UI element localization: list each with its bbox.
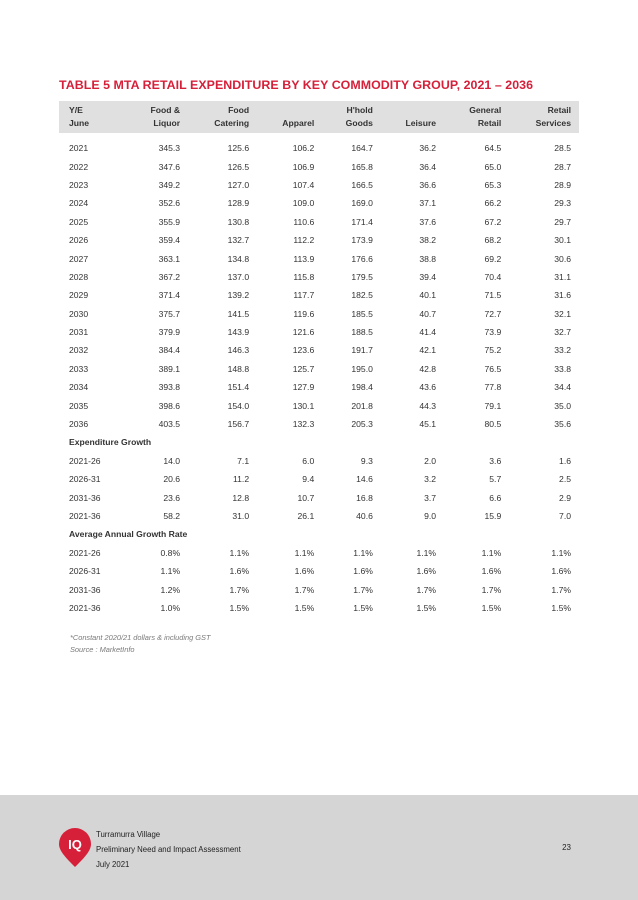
- table-cell: 141.5: [227, 308, 250, 319]
- table-cell: 107.4: [292, 179, 315, 190]
- section-heading-row: [59, 433, 579, 451]
- table-cell: 1.6: [559, 455, 571, 466]
- table-header-row: [59, 101, 579, 133]
- table-row: [59, 599, 579, 617]
- table-cell: 191.7: [351, 345, 373, 356]
- row-label: 2026: [69, 235, 89, 246]
- table-row: [59, 286, 579, 304]
- table-cell: 1.7%: [294, 584, 315, 595]
- table-cell: 166.5: [351, 179, 373, 190]
- table-cell: 123.6: [292, 345, 315, 356]
- table-cell: 39.4: [419, 271, 437, 282]
- table-cell: 359.4: [158, 235, 181, 246]
- column-header: [188, 101, 257, 133]
- section-heading: Expenditure Growth: [69, 437, 152, 448]
- table-cell: 75.2: [484, 345, 502, 356]
- column-header-line2: Apparel: [282, 118, 315, 128]
- table-cell: 198.4: [351, 382, 373, 393]
- table-cell: 127.0: [227, 179, 250, 190]
- table-notes: [70, 632, 211, 656]
- column-header-line2: June: [69, 118, 90, 128]
- table-cell: 130.1: [292, 400, 315, 411]
- column-header-line1: Food: [228, 105, 250, 115]
- table-cell: 79.1: [484, 400, 502, 411]
- table-row: [59, 249, 579, 267]
- row-label: 2021: [69, 143, 89, 154]
- table-row: [59, 176, 579, 194]
- table-cell: 1.5%: [353, 602, 373, 613]
- row-label: 2028: [69, 271, 89, 282]
- table-cell: 36.4: [419, 161, 437, 172]
- table-cell: 195.0: [351, 363, 373, 374]
- table-cell: 384.4: [158, 345, 181, 356]
- column-header-line2: Services: [535, 118, 571, 128]
- table-cell: 132.7: [227, 235, 250, 246]
- table-cell: 70.4: [484, 271, 502, 282]
- table-cell: 1.7%: [481, 584, 502, 595]
- table-cell: 1.5%: [481, 602, 502, 613]
- table-cell: 76.5: [484, 363, 502, 374]
- table-cell: 139.2: [227, 290, 250, 301]
- table-row: [59, 488, 579, 506]
- table-cell: 38.2: [419, 235, 437, 246]
- row-label: 2035: [69, 400, 89, 411]
- table-cell: 20.6: [163, 474, 181, 485]
- row-label: 2031-36: [69, 492, 101, 503]
- table-cell: 1.6%: [353, 566, 373, 577]
- table-cell: 35.0: [554, 400, 571, 411]
- table-cell: 9.0: [424, 511, 437, 521]
- table-cell: 137.0: [227, 271, 250, 282]
- column-header-line1: Retail: [547, 105, 571, 115]
- table-cell: 32.7: [554, 327, 571, 338]
- table-cell: 44.3: [419, 400, 437, 411]
- table-cell: 154.0: [227, 400, 250, 411]
- table-cell: 37.1: [419, 198, 437, 209]
- table-cell: 143.9: [227, 327, 250, 338]
- table-cell: 117.7: [293, 290, 315, 301]
- table-cell: 146.3: [227, 345, 250, 356]
- table-cell: 185.5: [351, 308, 373, 319]
- table-cell: 1.1%: [353, 547, 373, 558]
- table-cell: 173.9: [351, 235, 373, 246]
- table-cell: 65.3: [484, 179, 502, 190]
- table-cell: 126.5: [227, 161, 250, 172]
- table-cell: 1.1%: [229, 547, 250, 558]
- table-row: [59, 562, 579, 580]
- table-cell: 80.5: [484, 419, 502, 430]
- table-row: [59, 231, 579, 249]
- table-row: [59, 194, 579, 212]
- table-cell: 67.2: [484, 216, 502, 227]
- column-header-line2: Catering: [214, 118, 250, 128]
- table-row: [59, 507, 579, 525]
- table-cell: 164.7: [351, 143, 373, 154]
- table-cell: 125.7: [292, 363, 315, 374]
- table-cell: 7.1: [237, 455, 250, 466]
- column-header-line1: H'hold: [346, 105, 373, 115]
- table-cell: 1.1%: [481, 547, 502, 558]
- table-cell: 64.5: [484, 143, 502, 154]
- row-label: 2030: [69, 308, 89, 319]
- row-label: 2031: [69, 327, 89, 338]
- table-cell: 125.6: [227, 143, 250, 154]
- expenditure-table: [59, 101, 579, 617]
- column-header: [59, 101, 126, 133]
- table-cell: 349.2: [158, 179, 181, 190]
- table-cell: 379.9: [158, 327, 181, 338]
- table-cell: 6.0: [302, 455, 315, 466]
- note-constant-dollars: *Constant 2020/21 dollars & including GST: [70, 633, 211, 642]
- table-cell: 29.3: [554, 198, 571, 209]
- footer-project-name: Turramurra Village: [96, 830, 161, 839]
- row-label: 2022: [69, 161, 89, 172]
- column-header-line1: Y/E: [69, 105, 83, 115]
- row-label: 2033: [69, 363, 89, 374]
- table-row: [59, 139, 579, 157]
- row-label: 2029: [69, 290, 89, 301]
- table-cell: 1.6%: [229, 566, 250, 577]
- table-cell: 30.1: [554, 235, 571, 246]
- table-cell: 42.8: [419, 363, 437, 374]
- table-cell: 156.7: [227, 419, 250, 430]
- table-cell: 127.9: [292, 382, 315, 393]
- table-cell: 31.0: [232, 511, 250, 521]
- table-cell: 119.6: [293, 308, 315, 319]
- table-cell: 112.2: [293, 235, 315, 246]
- table-row: [59, 268, 579, 286]
- iq-logo-icon: [58, 828, 92, 868]
- table-cell: 2.9: [559, 492, 571, 503]
- column-header: [381, 101, 444, 133]
- table-row: [59, 396, 579, 414]
- table-cell: 134.8: [227, 253, 250, 264]
- table-cell: 130.8: [227, 216, 250, 227]
- table-cell: 40.1: [419, 290, 437, 301]
- table-cell: 188.5: [351, 327, 373, 338]
- row-label: 2031-36: [69, 584, 101, 595]
- row-label: 2036: [69, 419, 89, 430]
- table-cell: 16.8: [356, 492, 373, 503]
- page-number: 23: [562, 843, 571, 852]
- table-cell: 1.1%: [160, 566, 181, 577]
- table-cell: 58.2: [163, 511, 181, 521]
- table-cell: 73.9: [484, 327, 502, 338]
- column-header: [509, 101, 579, 133]
- table-cell: 182.5: [351, 290, 373, 301]
- column-header: [257, 101, 322, 133]
- table-cell: 1.6%: [416, 566, 437, 577]
- table-cell: 367.2: [158, 271, 181, 282]
- table-row: [59, 544, 579, 562]
- table-cell: 389.1: [158, 363, 181, 374]
- table-row: [59, 157, 579, 175]
- table-row: [59, 415, 579, 433]
- table-cell: 403.5: [158, 419, 181, 430]
- table-cell: 65.0: [484, 161, 502, 172]
- table-row: [59, 360, 579, 378]
- table-cell: 113.9: [293, 253, 315, 264]
- footer-text: [96, 827, 241, 872]
- logo-text: IQ: [68, 837, 82, 852]
- table-cell: 1.6%: [551, 566, 571, 577]
- column-header-line2: Goods: [345, 118, 373, 128]
- column-header-line2: Retail: [477, 118, 502, 128]
- table-cell: 36.6: [419, 179, 437, 190]
- table-row: [59, 378, 579, 396]
- table-cell: 109.0: [292, 198, 315, 209]
- table-cell: 69.2: [484, 253, 502, 264]
- table-cell: 23.6: [163, 492, 181, 503]
- table-cell: 106.2: [292, 143, 315, 154]
- table-cell: 352.6: [158, 198, 181, 209]
- row-label: 2025: [69, 216, 89, 227]
- table-cell: 1.5%: [294, 602, 315, 613]
- table-cell: 1.1%: [294, 547, 315, 558]
- table-cell: 169.0: [351, 198, 373, 209]
- table-cell: 6.6: [489, 492, 502, 503]
- table-cell: 1.6%: [294, 566, 315, 577]
- column-header: [322, 101, 381, 133]
- table-cell: 1.5%: [229, 602, 250, 613]
- table-cell: 5.7: [489, 474, 502, 485]
- section-heading: Average Annual Growth Rate: [69, 529, 188, 540]
- table-cell: 371.4: [158, 290, 181, 301]
- row-label: 2027: [69, 253, 89, 264]
- table-cell: 28.9: [554, 179, 571, 190]
- table-cell: 28.5: [554, 143, 571, 154]
- table-cell: 9.3: [360, 455, 373, 466]
- row-label: 2023: [69, 179, 89, 190]
- table-cell: 3.7: [424, 492, 437, 503]
- table-cell: 32.1: [554, 308, 571, 319]
- table-cell: 128.9: [227, 198, 250, 209]
- table-cell: 355.9: [158, 216, 181, 227]
- row-label: 2021-26: [69, 455, 101, 466]
- table-cell: 205.3: [351, 419, 373, 430]
- table-cell: 363.1: [158, 253, 181, 264]
- table-cell: 398.6: [158, 400, 181, 411]
- table-row: [59, 341, 579, 359]
- table-cell: 1.2%: [160, 584, 181, 595]
- table-cell: 1.1%: [551, 547, 571, 558]
- table-row: [59, 580, 579, 598]
- table-cell: 77.8: [484, 382, 502, 393]
- row-label: 2024: [69, 198, 89, 209]
- table-cell: 115.8: [293, 271, 315, 282]
- table-cell: 1.7%: [416, 584, 437, 595]
- table-cell: 29.7: [554, 216, 571, 227]
- table-cell: 41.4: [419, 327, 437, 338]
- column-header-line2: Liquor: [153, 118, 181, 128]
- row-label: 2021-36: [69, 602, 101, 613]
- table-cell: 9.4: [302, 474, 315, 485]
- section-heading-row: [59, 525, 579, 543]
- row-label: 2021-26: [69, 547, 101, 558]
- table-cell: 31.6: [554, 290, 571, 301]
- row-label: 2032: [69, 345, 89, 356]
- row-label: 2026-31: [69, 566, 101, 577]
- column-header: [444, 101, 509, 133]
- table-cell: 14.0: [163, 455, 181, 466]
- footer-date: July 2021: [96, 860, 130, 869]
- row-label: 2026-31: [69, 474, 101, 485]
- table-cell: 33.2: [554, 345, 571, 356]
- table-cell: 7.0: [559, 511, 571, 521]
- table-cell: 1.1%: [416, 547, 437, 558]
- table-cell: 151.4: [227, 382, 250, 393]
- table-cell: 3.2: [424, 474, 437, 485]
- table-cell: 31.1: [554, 271, 571, 282]
- table-cell: 2.5: [559, 474, 571, 485]
- table-cell: 30.6: [554, 253, 571, 264]
- table-cell: 148.8: [227, 363, 250, 374]
- table-cell: 40.6: [356, 511, 373, 521]
- table-cell: 165.8: [351, 161, 373, 172]
- table-row: [59, 452, 579, 470]
- table-cell: 3.6: [489, 455, 502, 466]
- table-cell: 36.2: [419, 143, 437, 154]
- table-cell: 28.7: [554, 161, 571, 172]
- table-cell: 0.8%: [160, 547, 181, 558]
- table-cell: 110.6: [293, 216, 315, 227]
- column-header-line1: [389, 104, 436, 117]
- table-cell: 171.4: [351, 216, 373, 227]
- row-label: 2021-36: [69, 511, 101, 521]
- table-cell: 179.5: [351, 271, 373, 282]
- table-cell: 201.8: [351, 400, 373, 411]
- table-cell: 375.7: [158, 308, 181, 319]
- table-title: TABLE 5 MTA RETAIL EXPENDITURE BY KEY COMMODITY GROUP, 2021 – 2036: [59, 78, 534, 92]
- column-header-line1: Food &: [150, 105, 181, 115]
- table-cell: 132.3: [292, 419, 315, 430]
- table-cell: 12.8: [232, 492, 250, 503]
- table-cell: 66.2: [484, 198, 502, 209]
- table-cell: 37.6: [419, 216, 437, 227]
- row-label: 2034: [69, 382, 89, 393]
- table-row: [59, 213, 579, 231]
- table-cell: 26.1: [297, 511, 315, 521]
- table-cell: 1.6%: [481, 566, 502, 577]
- table-cell: 45.1: [419, 419, 437, 430]
- table-cell: 10.7: [297, 492, 315, 503]
- table-cell: 1.5%: [551, 602, 571, 613]
- table-cell: 43.6: [419, 382, 437, 393]
- table-cell: 1.7%: [229, 584, 250, 595]
- page-footer: [0, 795, 638, 900]
- table-cell: 393.8: [158, 382, 181, 393]
- table-cell: 176.6: [351, 253, 373, 264]
- table-cell: 1.5%: [416, 602, 437, 613]
- table-cell: 1.0%: [160, 602, 181, 613]
- table-body: [59, 133, 579, 617]
- table-cell: 1.7%: [551, 584, 571, 595]
- table-cell: 2.0: [424, 455, 437, 466]
- table-cell: 33.8: [554, 363, 571, 374]
- table-cell: 121.6: [292, 327, 315, 338]
- table-cell: 68.2: [484, 235, 502, 246]
- table-cell: 345.3: [158, 143, 181, 154]
- table-cell: 72.7: [484, 308, 502, 319]
- table-cell: 14.6: [356, 474, 373, 485]
- table-cell: 347.6: [158, 161, 181, 172]
- column-header: [126, 101, 188, 133]
- table-cell: 40.7: [419, 308, 437, 319]
- table-cell: 1.7%: [353, 584, 373, 595]
- note-source: Source : MarketInfo: [70, 645, 135, 654]
- table-cell: 35.6: [554, 419, 571, 430]
- table-cell: 15.9: [484, 511, 502, 521]
- table-cell: 42.1: [419, 345, 437, 356]
- table-cell: 106.9: [292, 161, 315, 172]
- table-row: [59, 305, 579, 323]
- table-cell: 38.8: [419, 253, 437, 264]
- table-cell: 11.2: [233, 474, 250, 485]
- column-header-line1: [265, 104, 314, 117]
- column-header-line1: General: [469, 105, 502, 115]
- table-cell: 34.4: [554, 382, 571, 393]
- footer-report-title: Preliminary Need and Impact Assessment: [96, 845, 241, 854]
- table-cell: 71.5: [484, 290, 502, 301]
- table-row: [59, 470, 579, 488]
- table-row: [59, 323, 579, 341]
- column-header-line2: Leisure: [405, 118, 437, 128]
